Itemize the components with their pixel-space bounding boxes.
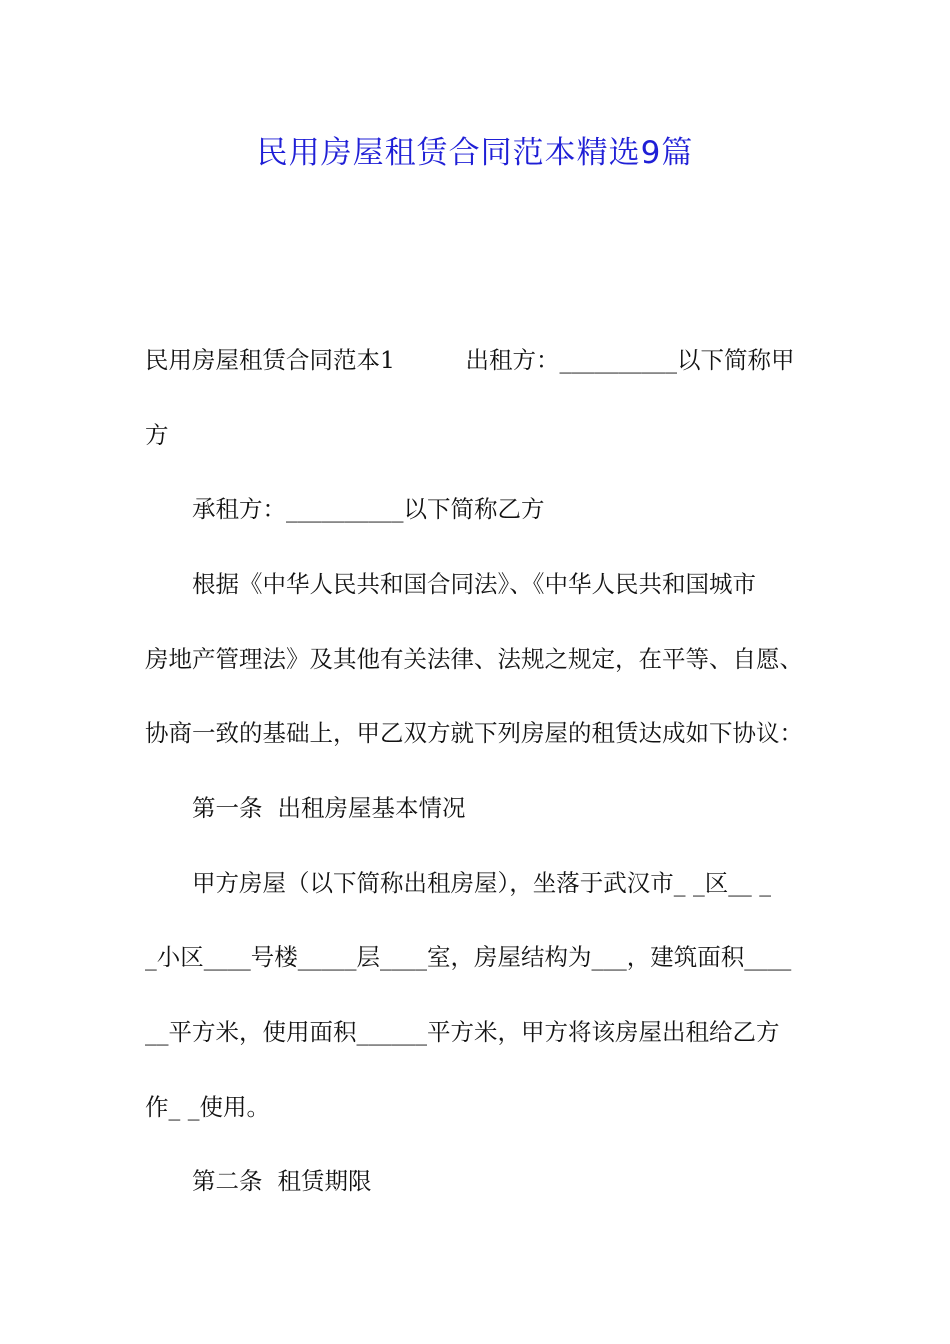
- paragraph-line: 作_ _使用。: [145, 1093, 270, 1121]
- paragraph-line: 甲方房屋（以下简称出租房屋），坐落于武汉市_ _区__ _: [192, 869, 771, 897]
- paragraph-line: 方: [145, 421, 169, 449]
- paragraph-line: 协商一致的基础上，甲乙双方就下列房屋的租赁达成如下协议：: [145, 719, 803, 747]
- section-heading: 第二条 租赁期限: [192, 1167, 372, 1195]
- paragraph-line: 根据《中华人民共和国合同法》、《中华人民共和国城市: [192, 570, 756, 598]
- paragraph-line: 房地产管理法》及其他有关法律、法规之规定，在平等、自愿、: [145, 645, 803, 673]
- paragraph-line: 承租方：__________以下简称乙方: [192, 495, 545, 523]
- document-title: 民用房屋租赁合同范本精选9篇: [256, 135, 694, 171]
- paragraph-line: _小区____号楼_____层____室，房屋结构为___，建筑面积____: [145, 943, 792, 971]
- paragraph-line: 民用房屋租赁合同范本1 出租方：__________以下简称甲: [145, 346, 795, 374]
- section-heading: 第一条 出租房屋基本情况: [192, 794, 466, 822]
- paragraph-line: __平方米，使用面积______平方米，甲方将该房屋出租给乙方: [145, 1018, 780, 1046]
